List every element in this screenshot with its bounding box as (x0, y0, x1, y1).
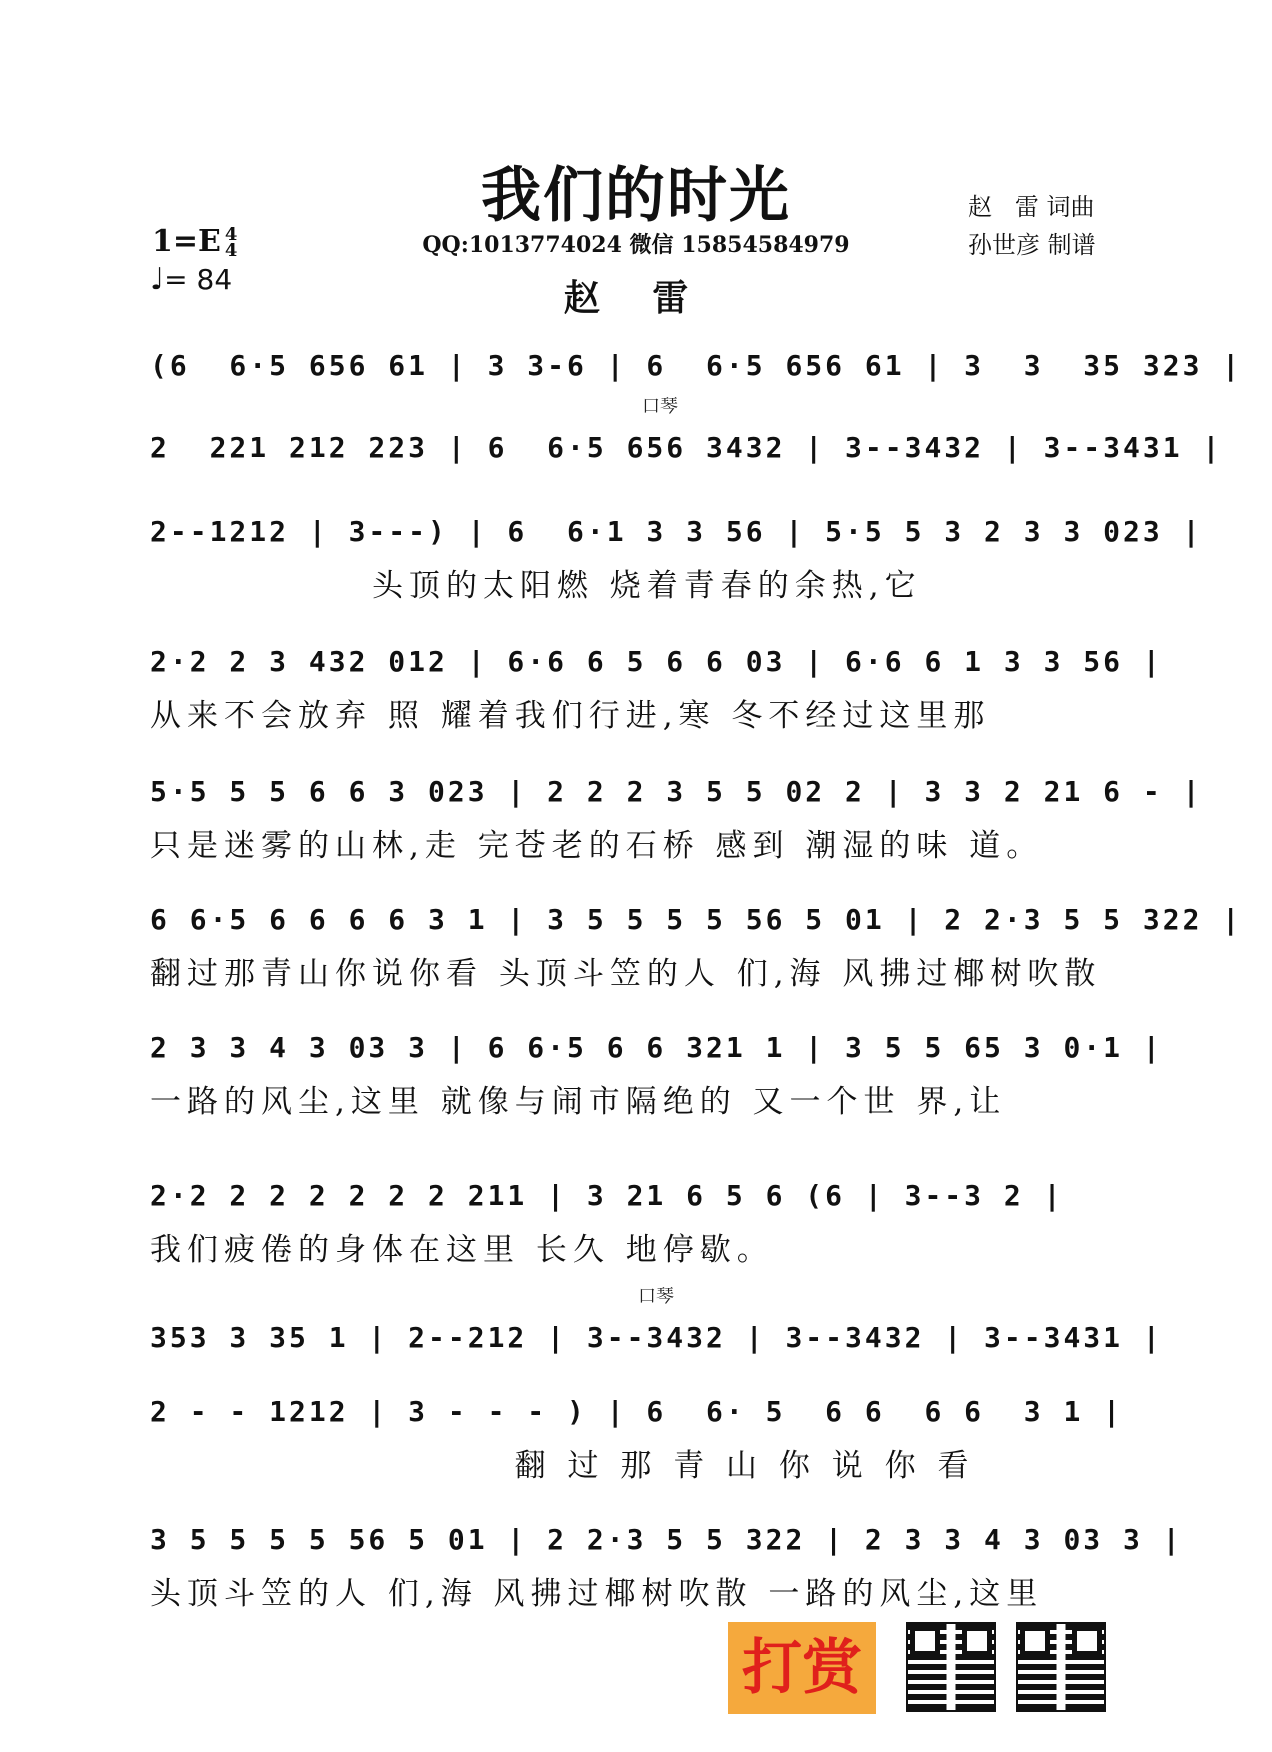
key-signature (152, 224, 237, 259)
notation-line: 2·2 2 2 2 2 2 2 211 | 3 21 6 5 6 (6 | 3--3 2 | (150, 1179, 1064, 1212)
notation-line: (6 6·5 656 61 | 3 3-6 | 6 6·5 656 61 | 3 3 35 323 | (150, 349, 1243, 382)
staff-row (150, 428, 1223, 476)
lyrics-line: 从来不会放弃 照 耀着我们行进,寒 冬不经过这里那 (150, 698, 991, 734)
lyrics-line: 我们疲倦的身体在这里 长久 地停歇。 (150, 1232, 774, 1268)
lyrics-line: 一路的风尘,这里 就像与闹市隔绝的 又一个世 界,让 (150, 1084, 1007, 1120)
time-bottom: 4 (224, 240, 238, 261)
qr-code-icon (906, 1622, 996, 1712)
harmonica-hint-1: 口琴 (642, 396, 678, 417)
time-signature (224, 224, 238, 261)
lyrics-line: 头顶斗笠的人 们,海 风拂过椰树吹散 一路的风尘,这里 (150, 1576, 1044, 1612)
lyrics-line: 头顶的太阳燃 烧着青春的余热,它 (150, 568, 922, 604)
staff-row (150, 1176, 1124, 1269)
reward-button[interactable]: 打赏 (728, 1622, 876, 1714)
staff-row (150, 772, 1203, 865)
lyrics-line: 只是迷雾的山林,走 完苍老的石桥 感到 潮湿的味 道。 (150, 828, 1044, 864)
staff-row (150, 1028, 1163, 1121)
lyrics-line: 翻过那青山你说你看 头顶斗笠的人 们,海 风拂过椰树吹散 (150, 956, 1102, 992)
tempo-value: = 84 (164, 263, 233, 296)
staff-row (150, 642, 1163, 735)
notation-line: 3 5 5 5 5 56 5 01 | 2 2·3 5 5 322 | 2 3 3 4 3 03 3 | (150, 1523, 1183, 1556)
harmonica-hint-2: 口琴 (638, 1286, 674, 1307)
staff-row (150, 900, 1243, 993)
time-top: 4 (224, 224, 238, 245)
qr-code-icon (1016, 1622, 1106, 1712)
credit-transcription: 孙世彦 制谱 (968, 231, 1096, 259)
staff-row (150, 346, 1243, 394)
staff-row (150, 512, 1203, 605)
staff-row (150, 1520, 1183, 1613)
tempo-marking (150, 262, 232, 297)
staff-row (150, 1392, 1124, 1485)
key-label: 1=E (152, 224, 221, 259)
notation-line: 2 3 3 4 3 03 3 | 6 6·5 6 6 321 1 | 3 5 5 65 3 0·1 | (150, 1031, 1163, 1064)
song-title: 我们的时光 (481, 161, 791, 231)
notation-line: 2·2 2 3 432 012 | 6·6 6 5 6 6 03 | 6·6 6 1 3 3 56 | (150, 645, 1163, 678)
notation-line: 353 3 35 1 | 2--212 | 3--3432 | 3--3432 | 3--3431 | (150, 1321, 1163, 1354)
credit-lyrics-music: 赵 雷 词曲 (968, 193, 1095, 221)
staff-row (150, 1318, 1163, 1366)
quarter-note-icon: ♩ (150, 262, 165, 297)
notation-line: 2--1212 | 3---) | 6 6·1 3 3 56 | 5·5 5 3 2 3 3 023 | (150, 515, 1203, 548)
notation-line: 2 221 212 223 | 6 6·5 656 3432 | 3--3432 | 3--3431 | (150, 431, 1223, 464)
contact-info: QQ:1013774024 微信 15854584979 (422, 232, 850, 258)
notation-line: 6 6·5 6 6 6 6 3 1 | 3 5 5 5 5 56 5 01 | 2 2·3 5 5 322 | (150, 903, 1243, 936)
lyrics-line: 翻 过 那 青 山 你 说 你 看 (150, 1448, 975, 1484)
notation-line: 2 - - 1212 | 3 - - - ) | 6 6· 5 6 6 6 6 3 1 | (150, 1395, 1124, 1428)
notation-line: 5·5 5 5 6 6 3 023 | 2 2 2 3 5 5 02 2 | 3 3 2 21 6 - | (150, 775, 1203, 808)
singer-name: 赵 雷 (563, 277, 709, 319)
credits (968, 188, 1096, 264)
